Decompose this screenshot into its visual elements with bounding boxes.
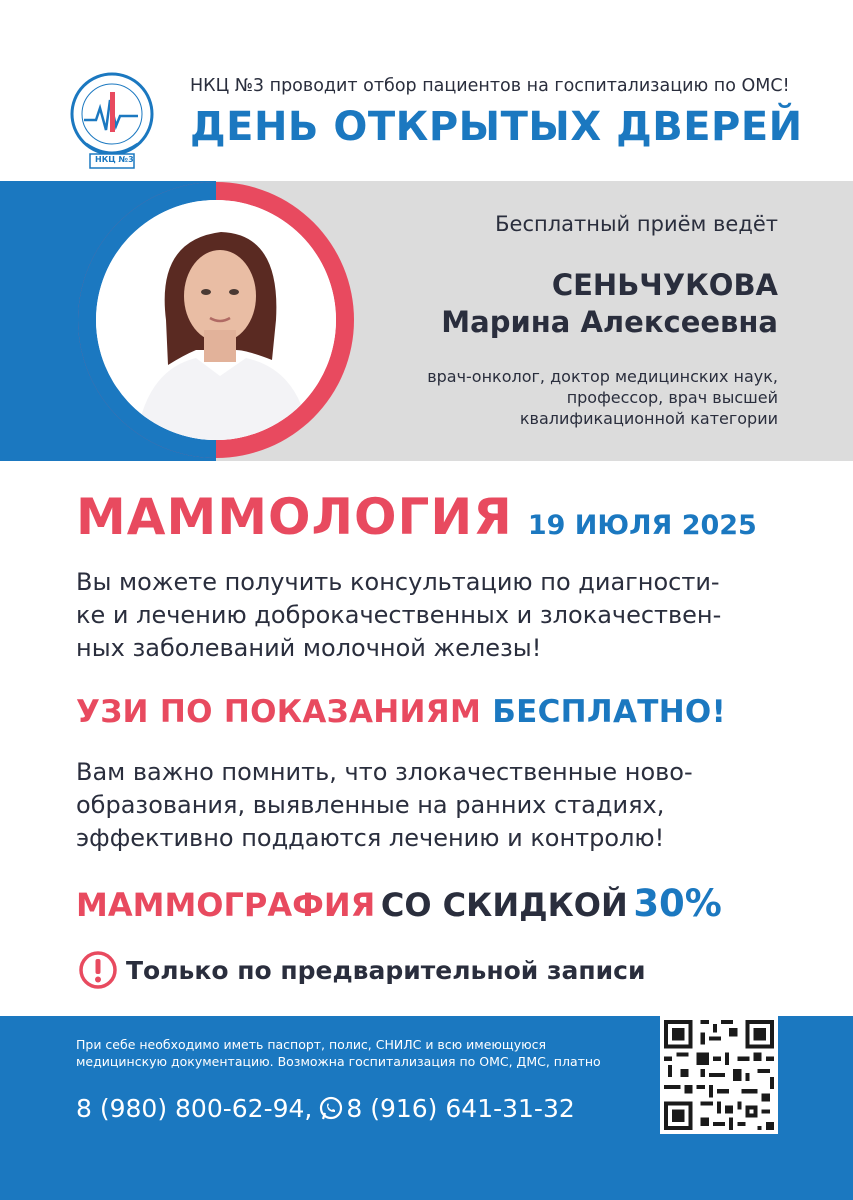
consult-paragraph (76, 566, 788, 665)
remember-line: образования, выявленные на ранних стадиях, (76, 791, 665, 819)
doctor-title-line: квалификационной категории (519, 409, 778, 428)
whatsapp-icon (318, 1096, 344, 1122)
consult-line: Вы можете получить консультацию по диагности- (76, 568, 720, 596)
phone-number[interactable]: 8 (980) 800-62-94, (76, 1094, 313, 1123)
footer-note-line: медицинскую документацию. Возможна госпитализация по ОМС, ДМС, платно (76, 1054, 601, 1069)
uzi-heading (76, 694, 726, 730)
consult-line: ных заболеваний молочной железы! (76, 634, 542, 662)
promo-service: МАММОГРАФИЯ (76, 886, 376, 924)
event-date: 19 ИЮЛЯ 2025 (527, 510, 757, 541)
footer-note-line: При себе необходимо иметь паспорт, полис, СНИЛС и всю имеющуюся (76, 1037, 547, 1052)
appointment-notice (78, 950, 646, 990)
remember-paragraph (76, 756, 788, 855)
uzi-free-label: БЕСПЛАТНО! (492, 694, 727, 730)
remember-line: Вам важно помнить, что злокачественные ново- (76, 758, 693, 786)
topic-heading (76, 488, 786, 546)
page-title: ДЕНЬ ОТКРЫТЫХ ДВЕРЕЙ (190, 104, 803, 150)
logo-text: НКЦ №3 (95, 155, 134, 164)
header-subtitle: НКЦ №3 проводит отбор пациентов на госпитализацию по ОМС! (190, 76, 790, 96)
consult-line: ке и лечению доброкачественных и злокачествен- (76, 601, 722, 629)
topic-title: МАММОЛОГИЯ (76, 488, 513, 546)
footer-note (76, 1036, 636, 1070)
promo-discount-label: СО СКИДКОЙ (380, 886, 628, 924)
free-reception-label: Бесплатный приём ведёт (495, 212, 778, 236)
phones (76, 1094, 575, 1123)
qr-code-icon[interactable] (660, 1016, 778, 1134)
doctor-title-line: врач-онколог, доктор медицинских наук, (427, 367, 778, 386)
doctor-titles (358, 366, 778, 429)
appointment-text: Только по предварительной записи (126, 955, 646, 985)
whatsapp-phone-number[interactable]: 8 (916) 641-31-32 (346, 1094, 575, 1123)
doctor-title-line: профессор, врач высшей (566, 388, 778, 407)
promo-discount-value: 30% (633, 882, 722, 925)
doctor-last-name: СЕНЬЧУКОВА (551, 268, 778, 302)
promo-heading (76, 882, 722, 925)
alert-icon (78, 950, 118, 990)
uzi-label: УЗИ ПО ПОКАЗАНИЯМ (76, 694, 482, 730)
remember-line: эффективно поддаются лечению и контролю! (76, 824, 665, 852)
doctor-first-name: Марина Алексеевна (441, 305, 778, 339)
doctor-photo (96, 200, 336, 440)
